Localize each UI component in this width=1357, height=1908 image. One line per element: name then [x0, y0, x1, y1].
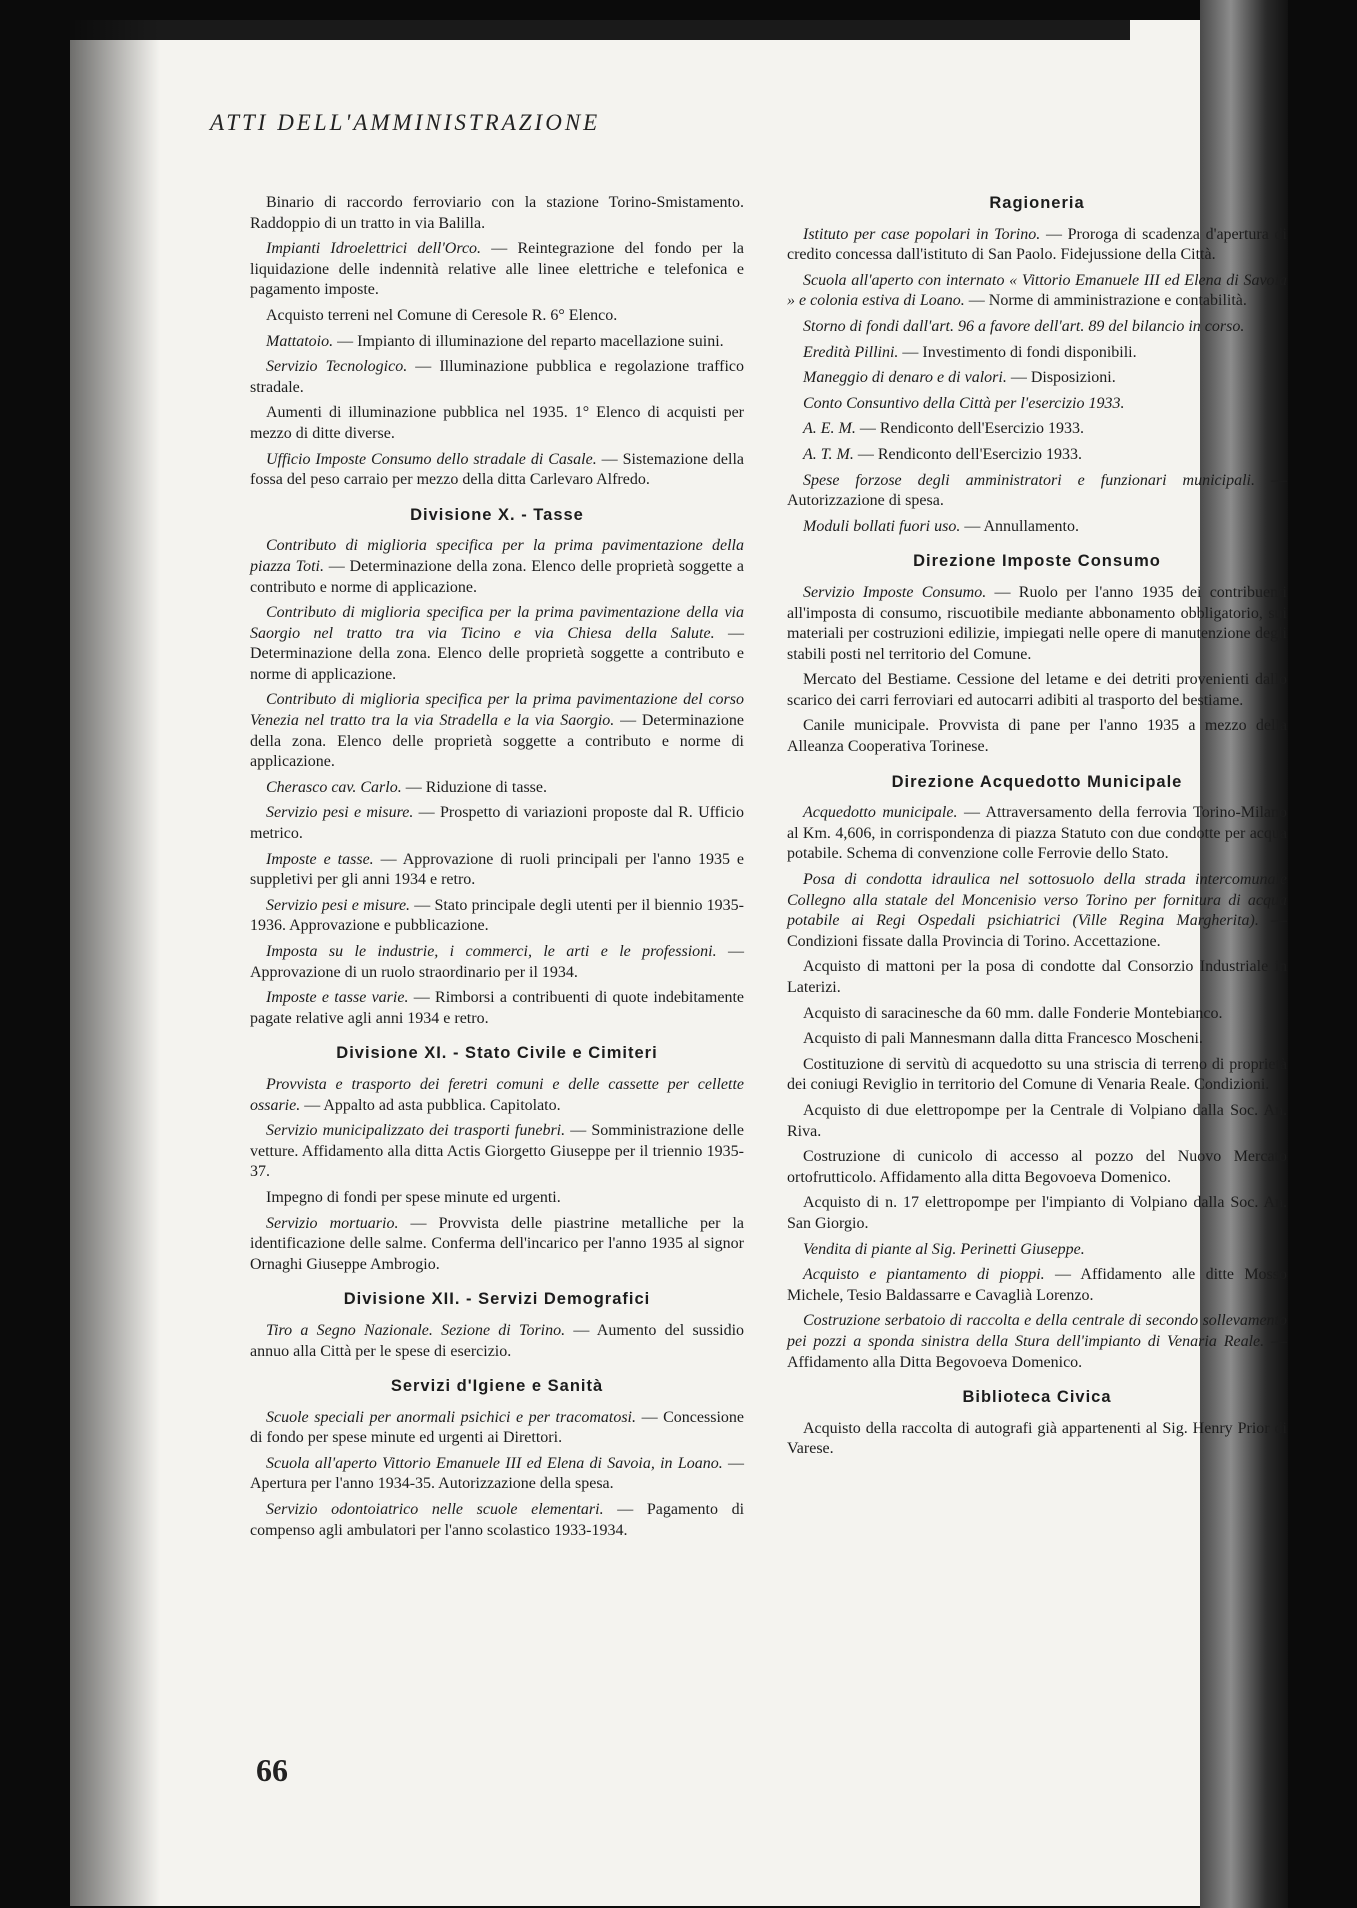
paragraph — [787, 870, 1287, 952]
paragraph-title: Maneggio di denaro e di valori. — [803, 369, 1007, 387]
paragraph-text: — Approvazione di ruoli principali per l'anno 1935 e suppletivi per gli anni 1934 e retro. — [250, 850, 745, 889]
paragraph-title: Ufficio Imposte Consumo dello stradale di Casale. — [266, 450, 597, 468]
scan-top-edge — [70, 20, 1130, 40]
paragraph — [250, 942, 744, 983]
paragraph-text: Aumenti di illuminazione pubblica nel 1935. 1° Elenco di acquisti per mezzo di ditte diverse. — [250, 404, 744, 442]
paragraph — [250, 690, 744, 772]
paragraph-text: — Sistemazione della fossa del peso carraio per mezzo della ditta Carlevaro Alfredo. — [250, 450, 744, 489]
paragraph-text: — Autorizzazione di spesa. — [787, 471, 1287, 510]
paragraph-title: Servizio pesi e misure. — [266, 896, 411, 914]
paragraph-text: Acquisto di due elettropompe per la Centrale di Volpiano dalla Soc. An. Riva. — [787, 1101, 1287, 1140]
paragraph — [250, 988, 744, 1029]
paragraph — [250, 1075, 744, 1116]
paragraph-title: Scuole speciali per anormali psichici e per tracomatosi. — [266, 1408, 636, 1426]
paragraph-text: Costruzione di cunicolo di accesso al pozzo del Nuovo Mercato ortofrutticolo. Affidamento alla ditta Begovoeva Domenico. — [787, 1148, 1287, 1186]
page-number: 66 — [256, 1752, 288, 1788]
paragraph-text: — Riduzione di tasse. — [405, 778, 547, 796]
paragraph-text: Acquisto terreni nel Comune di Ceresole R. 6° Elenco. — [266, 306, 618, 324]
paragraph-title: Contributo di miglioria specifica per la prima pavimentazione della via Saorgio nel tratto tra via Ticino e via Chiesa della Salute. — [250, 604, 744, 642]
right-column — [787, 193, 1287, 1465]
paragraph — [787, 419, 1287, 440]
paragraph — [787, 1311, 1287, 1373]
paragraph — [250, 603, 744, 685]
paragraph — [787, 1147, 1287, 1188]
section-heading: Biblioteca Civica — [962, 1388, 1112, 1407]
paragraph — [250, 357, 744, 398]
paragraph-title: Servizio Imposte Consumo. — [803, 583, 987, 601]
paragraph-title: Storno di fondi dall'art. 96 a favore dell'art. 89 del bilancio in corso. — [803, 317, 1245, 335]
paragraph-text: — Reintegrazione del fondo per la liquidazione delle indennità relative alle linee elettriche e telefonica e pagamento imposte. — [250, 240, 745, 299]
paragraph — [250, 1214, 744, 1276]
paragraph — [787, 394, 1287, 415]
paragraph-title: Servizio Tecnologico. — [266, 358, 408, 376]
paragraph — [787, 471, 1287, 512]
paragraph-title: Tiro a Segno Nazionale. Sezione di Torino. — [266, 1321, 566, 1339]
paragraph-title: Moduli bollati fuori uso. — [803, 517, 961, 535]
paragraph — [787, 583, 1287, 665]
paragraph-text: Acquisto di saracinesche da 60 mm. dalle Fonderie Montebianco. — [803, 1004, 1223, 1022]
paragraph-text: — Determinazione della zona. Elenco delle proprietà soggette a contributo e norme di applicazione. — [250, 712, 745, 771]
paragraph-text: — Concessione di fondo per spese minute ed urgenti ai Direttori. — [250, 1408, 744, 1447]
section-heading: Ragioneria — [989, 194, 1085, 212]
paragraph-text: — Stato principale degli utenti per il biennio 1935-1936. Approvazione e pubblicazione. — [250, 896, 745, 935]
paragraph-text: — Appalto ad asta pubblica. Capitolato. — [304, 1096, 561, 1114]
paragraph-text: — Attraversamento della ferrovia Torino-Milano al Km. 4,606, in corrispondenza di piazza Statuto con due condotte per acqua potabile. Schema di convenzione colle Ferrovie dello Stato. — [787, 804, 1288, 863]
paragraph-title: A. T. M. — [803, 445, 854, 463]
paragraph — [787, 1240, 1287, 1261]
paragraph — [250, 1188, 744, 1209]
paragraph-text: Costituzione di servitù di acquedotto su una striscia di terreno di proprietà dei coniugi Reviglio in territorio del Comune di Venaria Reale. Condizioni. — [787, 1055, 1287, 1094]
paragraph-title: Servizio mortuario. — [266, 1214, 399, 1232]
paragraph-title: Imposta su le industrie, i commerci, le arti e le professioni. — [266, 943, 717, 960]
paragraph-title: Acquedotto municipale. — [803, 804, 958, 822]
paragraph — [250, 193, 744, 234]
paragraph-title: Posa di condotta idraulica nel sottosuolo della strada intercomunale Collegno alla statale del Moncenisio verso Torino per fornitura di acqua potabile ai Regi Ospedali psichiatrici (Ville Regina Margherita). — [787, 871, 1287, 930]
paragraph-text: — Condizioni fissate dalla Provincia di Torino. Accettazione. — [787, 912, 1287, 950]
paragraph-text: — Ruolo per l'anno 1935 dei contribuenti all'imposta di consumo, riscuotibile mediante abbonamento obbligatorio, sui materiali per costruzioni edilizie, impiegati nelle opere di manutenzione degli stabili posti nel territorio del Comune. — [787, 583, 1288, 663]
paragraph-text: — Determinazione della zona. Elenco delle proprietà soggette a contributo e norme di applicazione. — [250, 624, 745, 683]
paragraph-title: Istituto per case popolari in Torino. — [803, 225, 1041, 243]
paragraph — [787, 1055, 1287, 1096]
paragraph — [787, 368, 1287, 389]
paragraph — [787, 343, 1287, 364]
paragraph-text: — Pagamento di compenso agli ambulatori per l'anno scolastico 1933-1934. — [250, 1501, 745, 1539]
section-heading: Direzione Acquedotto Municipale — [891, 772, 1183, 791]
paragraph-text: Acquisto di n. 17 elettropompe per l'impianto di Volpiano dalla Soc. An. San Giorgio. — [787, 1194, 1287, 1232]
paragraph — [250, 536, 744, 598]
paragraph-title: Conto Consuntivo della Città per l'esercizio 1933. — [803, 394, 1125, 412]
paragraph — [787, 517, 1287, 538]
paragraph — [250, 239, 744, 301]
section-heading: Divisione XII. - Servizi Demografici — [343, 1290, 651, 1309]
paragraph-text: Acquisto della raccolta di autografi già appartenenti al Sig. Henry Prior di Varese. — [787, 1419, 1287, 1458]
paragraph-text: Canile municipale. Provvista di pane per l'anno 1935 a mezzo della Alleanza Cooperativa Torinese. — [787, 717, 1287, 756]
paragraph — [787, 225, 1287, 266]
paragraph — [250, 306, 744, 327]
paragraph-text: — Investimento di fondi disponibili. — [902, 343, 1137, 361]
paragraph-title: Acquisto e piantamento di pioppi. — [803, 1266, 1045, 1284]
section-heading: Divisione X. - Tasse — [410, 505, 584, 524]
running-header: ATTI DELL'AMMINISTRAZIONE — [210, 110, 601, 135]
paragraph-text: — Determinazione della zona. Elenco delle proprietà soggette a contributo e norme di applicazione. — [250, 557, 745, 596]
paragraph — [250, 1454, 744, 1495]
paragraph — [250, 1321, 744, 1362]
paragraph-title: Scuola all'aperto Vittorio Emanuele III ed Elena di Savoia, in Loano. — [266, 1454, 723, 1472]
paragraph-title: Servizio odontoiatrico nelle scuole elementari. — [266, 1501, 604, 1519]
paragraph-title: Contributo di miglioria specifica per la prima pavimentazione del corso Venezia nel tratto tra la via Stradella e la via Saorgio. — [250, 691, 744, 730]
paragraph — [787, 957, 1287, 998]
paragraph — [787, 1419, 1287, 1460]
paragraph-text: — Provvista delle piastrine metalliche per la identificazione delle salme. Conferma dell'incarico per l'anno 1935 al signor Ornaghi Giuseppe Ambrogio. — [250, 1214, 744, 1273]
paragraph — [250, 803, 744, 844]
paragraph-text: — Illuminazione pubblica e regolazione traffico stradale. — [250, 358, 745, 396]
paragraph-text: — Norme di amministrazione e contabilità. — [968, 292, 1247, 310]
paragraph-text: Mercato del Bestiame. Cessione del letame e dei detriti provenienti dallo scarico dei carri ferroviari ed autocarri adibiti al trasporto del bestiame. — [787, 671, 1287, 709]
left-column — [250, 193, 744, 1546]
paragraph — [787, 317, 1287, 338]
paragraph-text: — Approvazione di un ruolo straordinario per il 1934. — [250, 943, 745, 981]
section-heading: Divisione XI. - Stato Civile e Cimiteri — [336, 1044, 658, 1063]
paragraph — [250, 1408, 744, 1449]
paragraph — [250, 1121, 744, 1183]
paragraph — [250, 850, 744, 891]
paragraph — [787, 716, 1287, 757]
paragraph — [250, 403, 744, 444]
paragraph — [787, 1029, 1287, 1050]
paragraph — [787, 271, 1287, 312]
paragraph-title: Provvista e trasporto dei feretri comuni e delle cassette per cellette ossarie. — [250, 1075, 744, 1114]
paragraph-text: — Aumento del sussidio annuo alla Città per le spese di esercizio. — [250, 1321, 745, 1360]
paragraph-text: — Proroga di scadenza d'apertura di credito concessa dall'istituto di San Paolo. Fidejussione della Città. — [787, 225, 1288, 264]
paragraph-text: — Affidamento alle ditte Mosso Michele, Tesio Baldassarre e Cavaglià Lorenzo. — [787, 1266, 1288, 1304]
paragraph-title: Impianti Idroelettrici dell'Orco. — [266, 240, 482, 258]
paragraph — [250, 896, 744, 937]
paragraph — [250, 778, 744, 799]
paragraph-text: — Disposizioni. — [1010, 369, 1116, 387]
section-heading: Direzione Imposte Consumo — [913, 552, 1161, 571]
paragraph-title: Contributo di miglioria specifica per la prima pavimentazione della piazza Toti. — [250, 537, 744, 575]
paragraph — [250, 1500, 744, 1541]
paragraph-text: — Rendiconto dell'Esercizio 1933. — [859, 420, 1085, 438]
paragraph-title: Spese forzose degli amministratori e funzionari municipali. — [803, 471, 1255, 489]
paragraph-text: Acquisto di mattoni per la posa di condotte dal Consorzio Industriale in Laterizi. — [787, 958, 1287, 996]
paragraph-title: Imposte e tasse. — [266, 850, 374, 868]
paragraph-text: Impegno di fondi per spese minute ed urgenti. — [266, 1188, 561, 1206]
paragraph — [787, 445, 1287, 466]
paragraph-text: — Apertura per l'anno 1934-35. Autorizzazione della spesa. — [250, 1454, 744, 1493]
paragraph-text: — Affidamento alla Ditta Begovoeva Domenico. — [787, 1332, 1288, 1371]
paragraph-text: Acquisto di pali Mannesmann dalla ditta Francesco Moscheni. — [803, 1030, 1203, 1048]
paragraph-text: — Rimborsi a contribuenti di quote indebitamente pagate relative agli anni 1934 e retro. — [250, 989, 745, 1027]
paragraph — [787, 1101, 1287, 1142]
paragraph — [787, 1193, 1287, 1234]
paragraph — [787, 1265, 1287, 1306]
paragraph-text: — Impianto di illuminazione del reparto macellazione suini. — [337, 332, 724, 350]
paragraph-title: Costruzione serbatoio di raccolta e della centrale di secondo sollevamento pei pozzi a sponda sinistra della Stura dell'impianto di Venaria Reale. — [787, 1312, 1287, 1350]
paragraph-title: Scuola all'aperto con internato « Vittorio Emanuele III ed Elena di Savoia » e colonia estiva di Loano. — [787, 271, 1287, 310]
paragraph-title: A. E. M. — [803, 420, 856, 438]
paragraph-text: Binario di raccordo ferroviario con la stazione Torino-Smistamento. Raddoppio di un tratto in via Balilla. — [250, 194, 744, 232]
paragraph-title: Cherasco cav. Carlo. — [266, 778, 402, 796]
paragraph — [787, 1004, 1287, 1025]
paragraph-text: — Somministrazione delle vetture. Affidamento alla ditta Actis Giorgetto Giuseppe per il triennio 1935-37. — [250, 1122, 745, 1181]
paragraph-title: Mattatoio. — [266, 332, 334, 350]
paragraph-text: — Prospetto di variazioni proposte dal R. Ufficio metrico. — [250, 804, 745, 843]
paragraph-title: Imposte e tasse varie. — [266, 989, 409, 1007]
paragraph — [250, 450, 744, 491]
paragraph-text: — Rendiconto dell'Esercizio 1933. — [857, 445, 1082, 463]
paragraph-title: Vendita di piante al Sig. Perinetti Giuseppe. — [803, 1240, 1085, 1258]
paragraph-title: Servizio pesi e misure. — [266, 804, 414, 822]
paragraph-text: — Annullamento. — [964, 517, 1079, 535]
paragraph — [250, 332, 744, 353]
paragraph — [787, 670, 1287, 711]
paragraph-title: Eredità Pillini. — [803, 343, 899, 361]
paragraph — [787, 803, 1287, 865]
paragraph-title: Servizio municipalizzato dei trasporti funebri. — [266, 1122, 566, 1140]
section-heading: Servizi d'Igiene e Sanità — [390, 1377, 604, 1396]
